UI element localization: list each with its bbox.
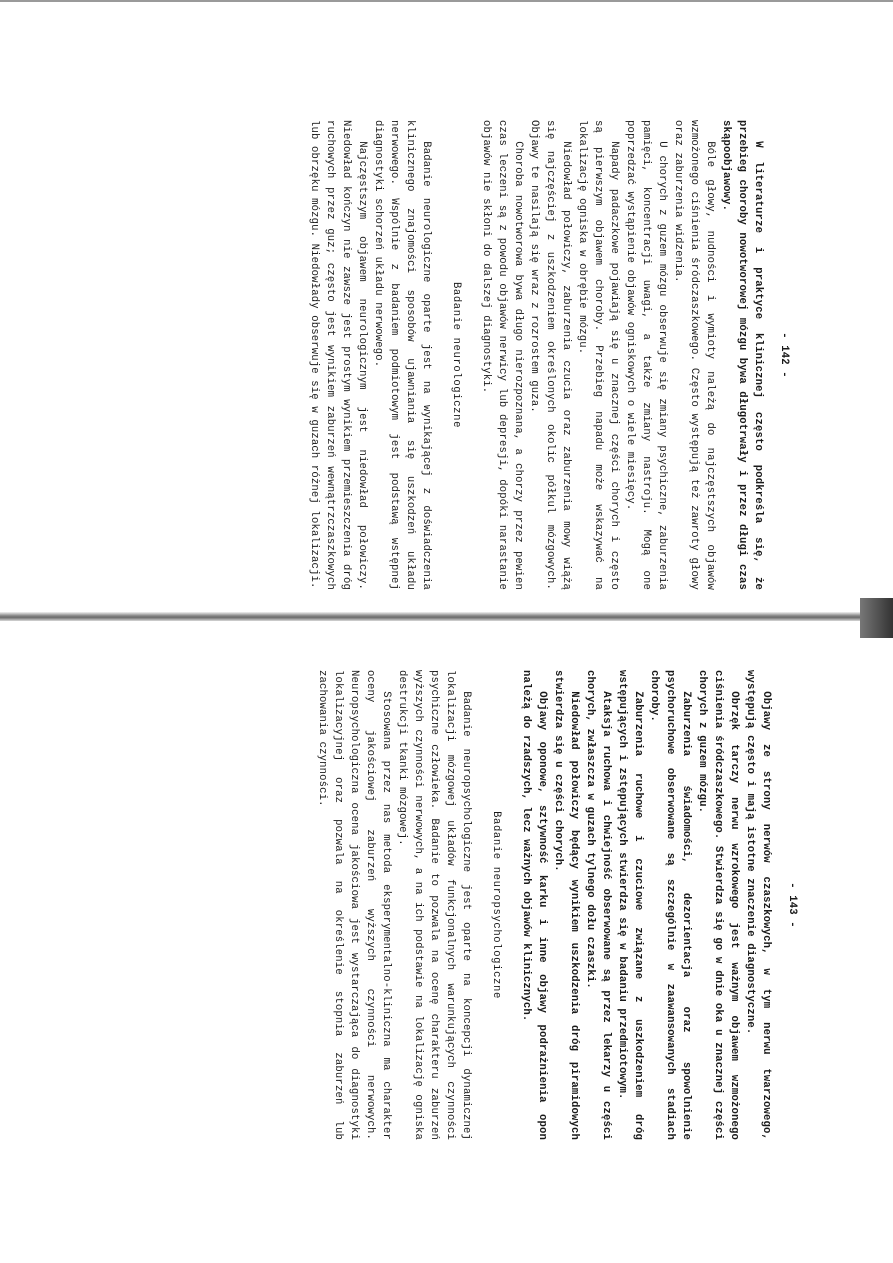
paragraph: Najczęstszym objawem neurologicznym jest niedowład połowiczy. Niedowład kończyn nie zawsze jest prostym wynikiem przemieszczenia dróg ruchowych przez guz; często jest wynikiem zaburzeń wewnątrzczaszkowych lub obrzęku mózgu. Niedowłady obserwuje się w guzach różnej lokalizacji.	[308, 120, 368, 590]
paragraph: Objawy ze strony nerwów czaszkowych, w tym nerwu twarzowego, występują często i mają istotne znaczenie diagnostyczne.	[744, 670, 772, 1140]
paragraph: Badanie neuropsychologiczne jest oparte na koncepcji dynamicznej lokalizacji mózgowej układów funkcjonalnych warunkujących czynności psychiczne człowieka. Badanie to pozwala na ocenę charakteru zaburzeń wyższych czynności nerwowych, a na ich podstawie na lokalizację ogniska destrukcji tkanki mózgowej.	[396, 670, 472, 1140]
paragraph: Zaburzenia świadomości, dezorientacja oraz spowolnienie psychoruchowe obserwowane są szczególnie w zaawansowanych stadiach choroby.	[648, 670, 692, 1140]
page-divider	[0, 612, 893, 621]
paragraph: Bóle głowy, nudności i wymioty należą do najczęstszych objawów wzmożonego ciśnienia śródczaszkowego. Często występują też zawroty głowy oraz zaburzenia widzenia.	[672, 120, 716, 590]
paragraph: Niedowład połowiczy, zaburzenia czucia oraz zaburzenia mowy wiążą się najczęściej z uszkodzeniem określonych okolic półkul mózgowych. Objawy te nasilają się wraz z rozrostem guza.	[528, 120, 572, 590]
paragraph: U chorych z guzem mózgu obserwuje się zmiany psychiczne, zaburzenia pamięci, koncentracji uwagi, a także zmiany nastroju. Mogą one poprzedzać wystąpienie objawów ogniskowych o wiele miesięcy.	[624, 120, 668, 590]
paragraph: Objawy oponowe, sztywność karku i inne objawy podrażnienia opon należą do rzadszych, lecz ważnych objawów klinicznych.	[520, 670, 548, 1140]
paragraph: Niedowład połowiczy będący wynikiem uszkodzenia dróg piramidowych stwierdza się u części chorych.	[552, 670, 580, 1140]
page-number: - 143 -	[786, 882, 798, 928]
page-number: - 142 -	[778, 332, 790, 378]
page-143-rotated-text	[314, 670, 800, 1140]
paragraph: W literaturze i praktyce klinicznej często podkreśla się, że przebieg choroby nowotworowej mózgu bywa długotrwały i przez długi czas skąpoobjawowy.	[720, 120, 764, 590]
paragraph: Ataksja ruchowa i chwiejność obserwowane są przez lekarzy u części chorych, zwłaszcza w guzach tylnego dołu czaszki.	[584, 670, 612, 1140]
paragraph: Zaburzenia ruchowe i czuciowe związane z uszkodzeniem dróg wstępujących i zstępujących stwierdza się w badaniu przedmiotowym.	[616, 670, 644, 1140]
section-heading: Badanie neuropsychologiczne	[490, 811, 502, 999]
paragraph: Obrzęk tarczy nerwu wzrokowego jest ważnym objawem wzmożonego ciśnienia śródczaszkowego. Stwierdza się go w dnie oka u znacznej części chorych z guzem mózgu.	[696, 670, 740, 1140]
paragraph: Choroba nowotworowa bywa długo nierozpoznana, a chorzy przez pewien czas leczeni są z powodu objawów nerwicy lub depresji, dopóki narastanie objawów nie skłoni do dalszej diagnostyki.	[480, 120, 524, 590]
section-heading: Badanie neurologiczne	[450, 281, 462, 429]
paragraph: Napady padaczkowe pojawiają się u znacznej części chorych i często są pierwszym objawem choroby. Przebieg napadu może wskazywać na lokalizację ogniska w obrębie mózgu.	[576, 120, 620, 590]
scan-edge	[0, 0, 893, 2]
paragraph: Stosowana przez nas metoda eksperymentalno-kliniczna ma charakter oceny jakościowej zaburzeń wyższych czynności nerwowych. Neuropsychologiczna ocena jakościowa jest wystarczająca do diagnostyki lokalizacyjnej oraz pozwala na określenie stopnia zaburzeń lub zachowania czynności.	[316, 670, 392, 1140]
page-142-rotated-text	[306, 120, 792, 590]
scan-shadow	[860, 598, 893, 638]
paragraph: Badanie neurologiczne oparte jest na wynikającej z doświadczenia klinicznego znajomości sposobów ujawniania się uszkodzeń układu nerwowego. Wspólnie z badaniem podmiotowym jest podstawą wstępnej diagnostyki schorzeń układu nerwowego.	[372, 120, 432, 590]
